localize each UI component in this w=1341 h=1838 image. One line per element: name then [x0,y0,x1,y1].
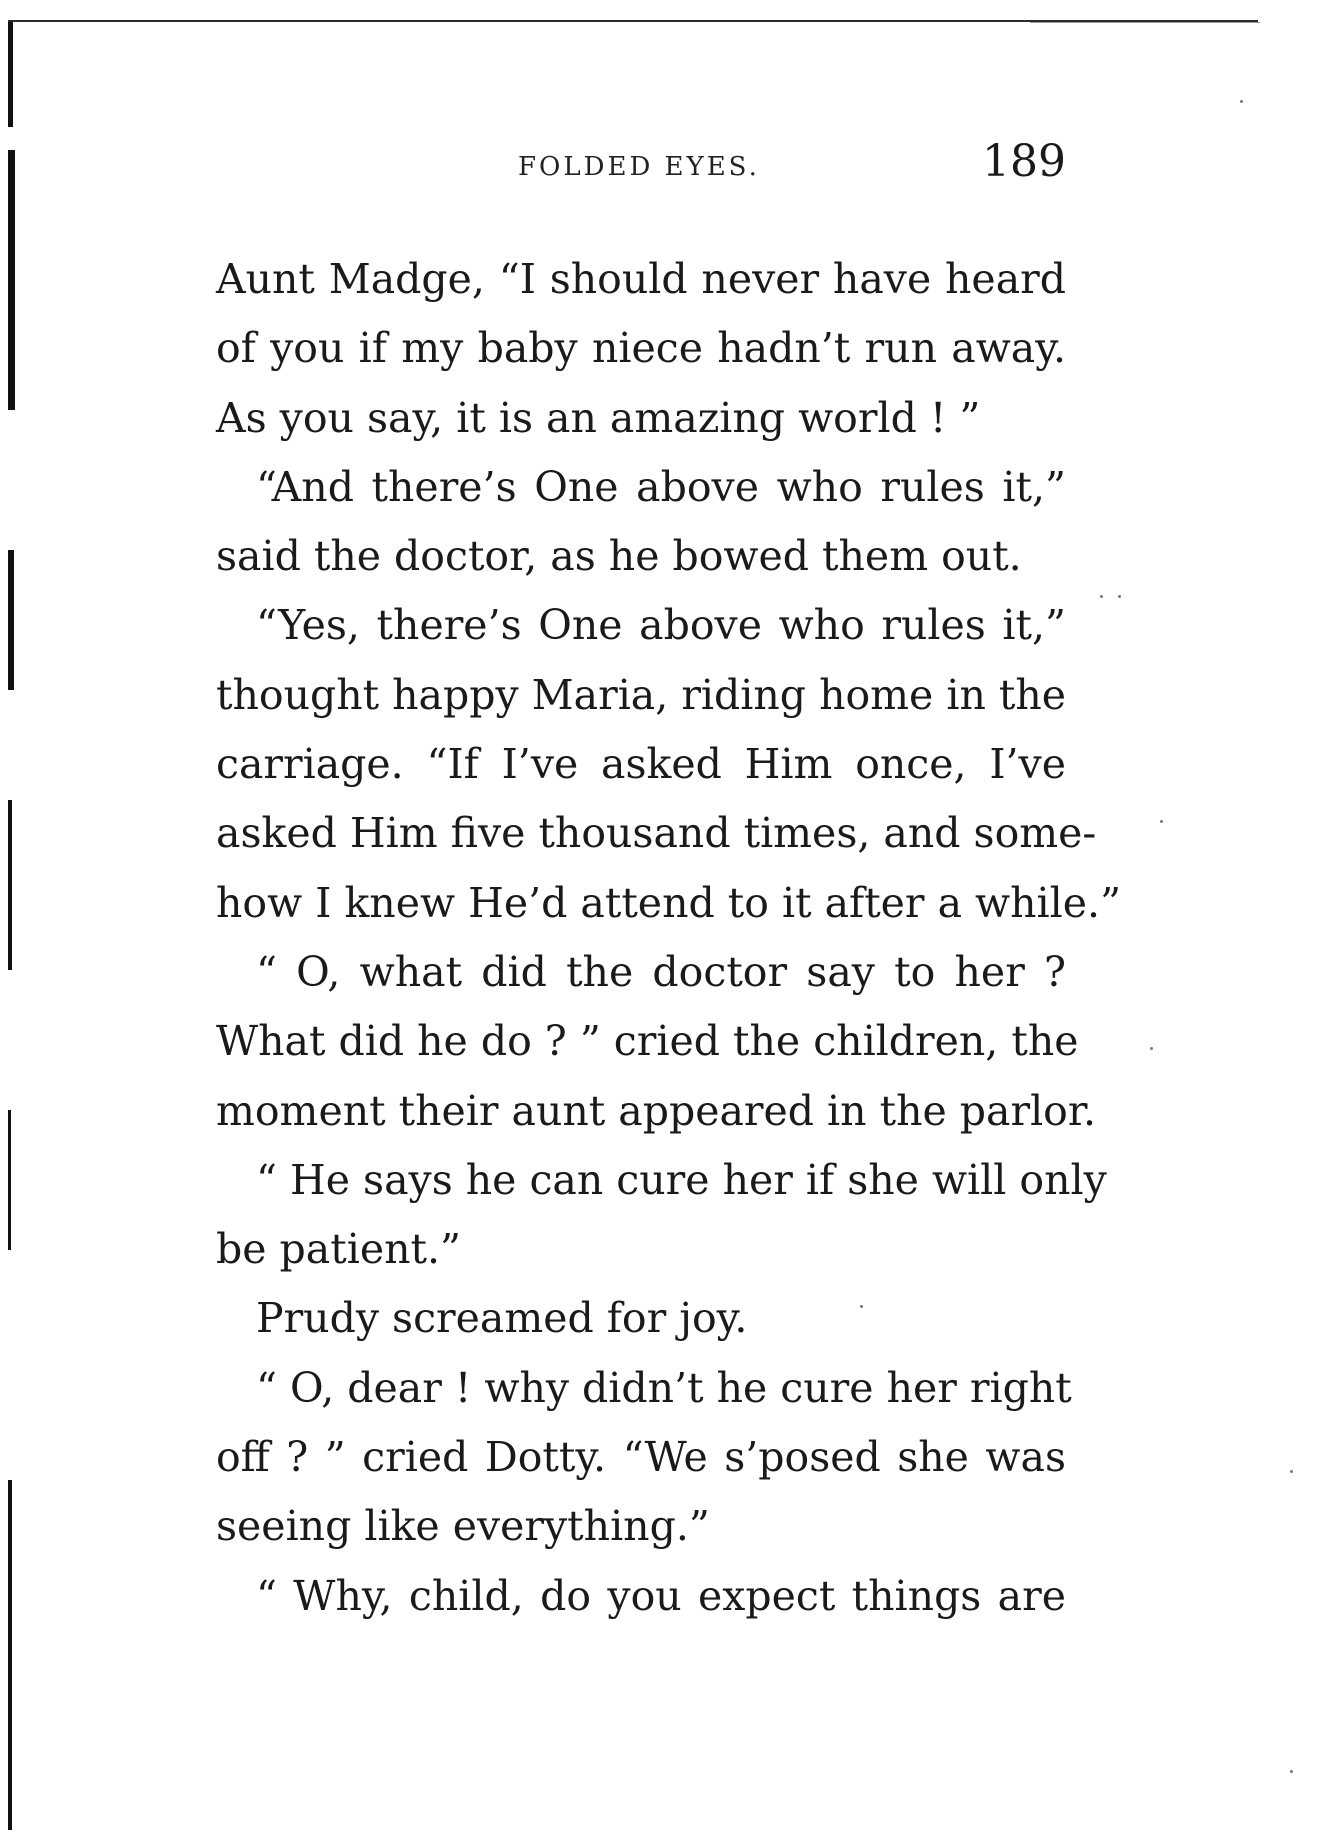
text-line: “Yes, there’s One above who rules it,” [256,601,1066,650]
text-line: “ He says he can cure her if she will only [256,1155,1107,1204]
text-line: of you if my baby niece hadn’t run away. [216,324,1066,373]
text-line: “And there’s One above who rules it,” [256,462,1066,511]
text-line: “ O, dear ! why didn’t he cure her right [256,1363,1072,1412]
text-line: said the doctor, as he bowed them out. [216,532,1022,581]
paper-speck [1160,820,1163,823]
paper-speck [1118,595,1121,598]
page-edge-mark [8,1110,11,1250]
text-line: “ O, what did the doctor say to her ? [256,947,1066,996]
page-header [216,130,1066,190]
text-line: asked Him five thousand times, and some- [216,809,1097,858]
paper-speck [1240,100,1243,103]
body-text [216,245,1122,1631]
page-top-rule-faint [1030,22,1260,23]
text-line: off ? ” cried Dotty. “We s’posed she was [216,1433,1066,1482]
page-number: 189 [982,136,1066,187]
text-line: “ Why, child, do you expect things are [256,1571,1066,1620]
text-line: Prudy screamed for joy. [256,1294,748,1343]
text-line: seeing like everything.” [216,1502,710,1551]
text-line: be patient.” [216,1225,461,1274]
page-edge-mark [8,800,12,970]
text-line: Aunt Madge, “I should never have heard [216,255,1066,303]
paper-speck [1290,1770,1293,1773]
text-line: carriage. “If I’ve asked Him once, I’ve [216,740,1066,789]
page-edge-mark [8,150,15,410]
paper-speck [1290,1470,1293,1473]
page-edge-mark [8,1480,12,1830]
paper-speck [860,1305,863,1308]
text-line: how I knew He’d attend to it after a while.” [216,878,1122,927]
paper-speck [1150,1047,1153,1050]
paper-speck [1100,595,1103,598]
text-line: What did he do ? ” cried the children, the [216,1017,1079,1066]
text-line: As you say, it is an amazing world ! ” [216,393,981,442]
text-line: thought happy Maria, riding home in the [216,670,1067,719]
page-edge-mark [8,22,13,127]
running-head: FOLDED EYES. [518,152,760,182]
text-line: moment their aunt appeared in the parlor. [216,1086,1096,1135]
page-edge-mark [8,550,14,690]
